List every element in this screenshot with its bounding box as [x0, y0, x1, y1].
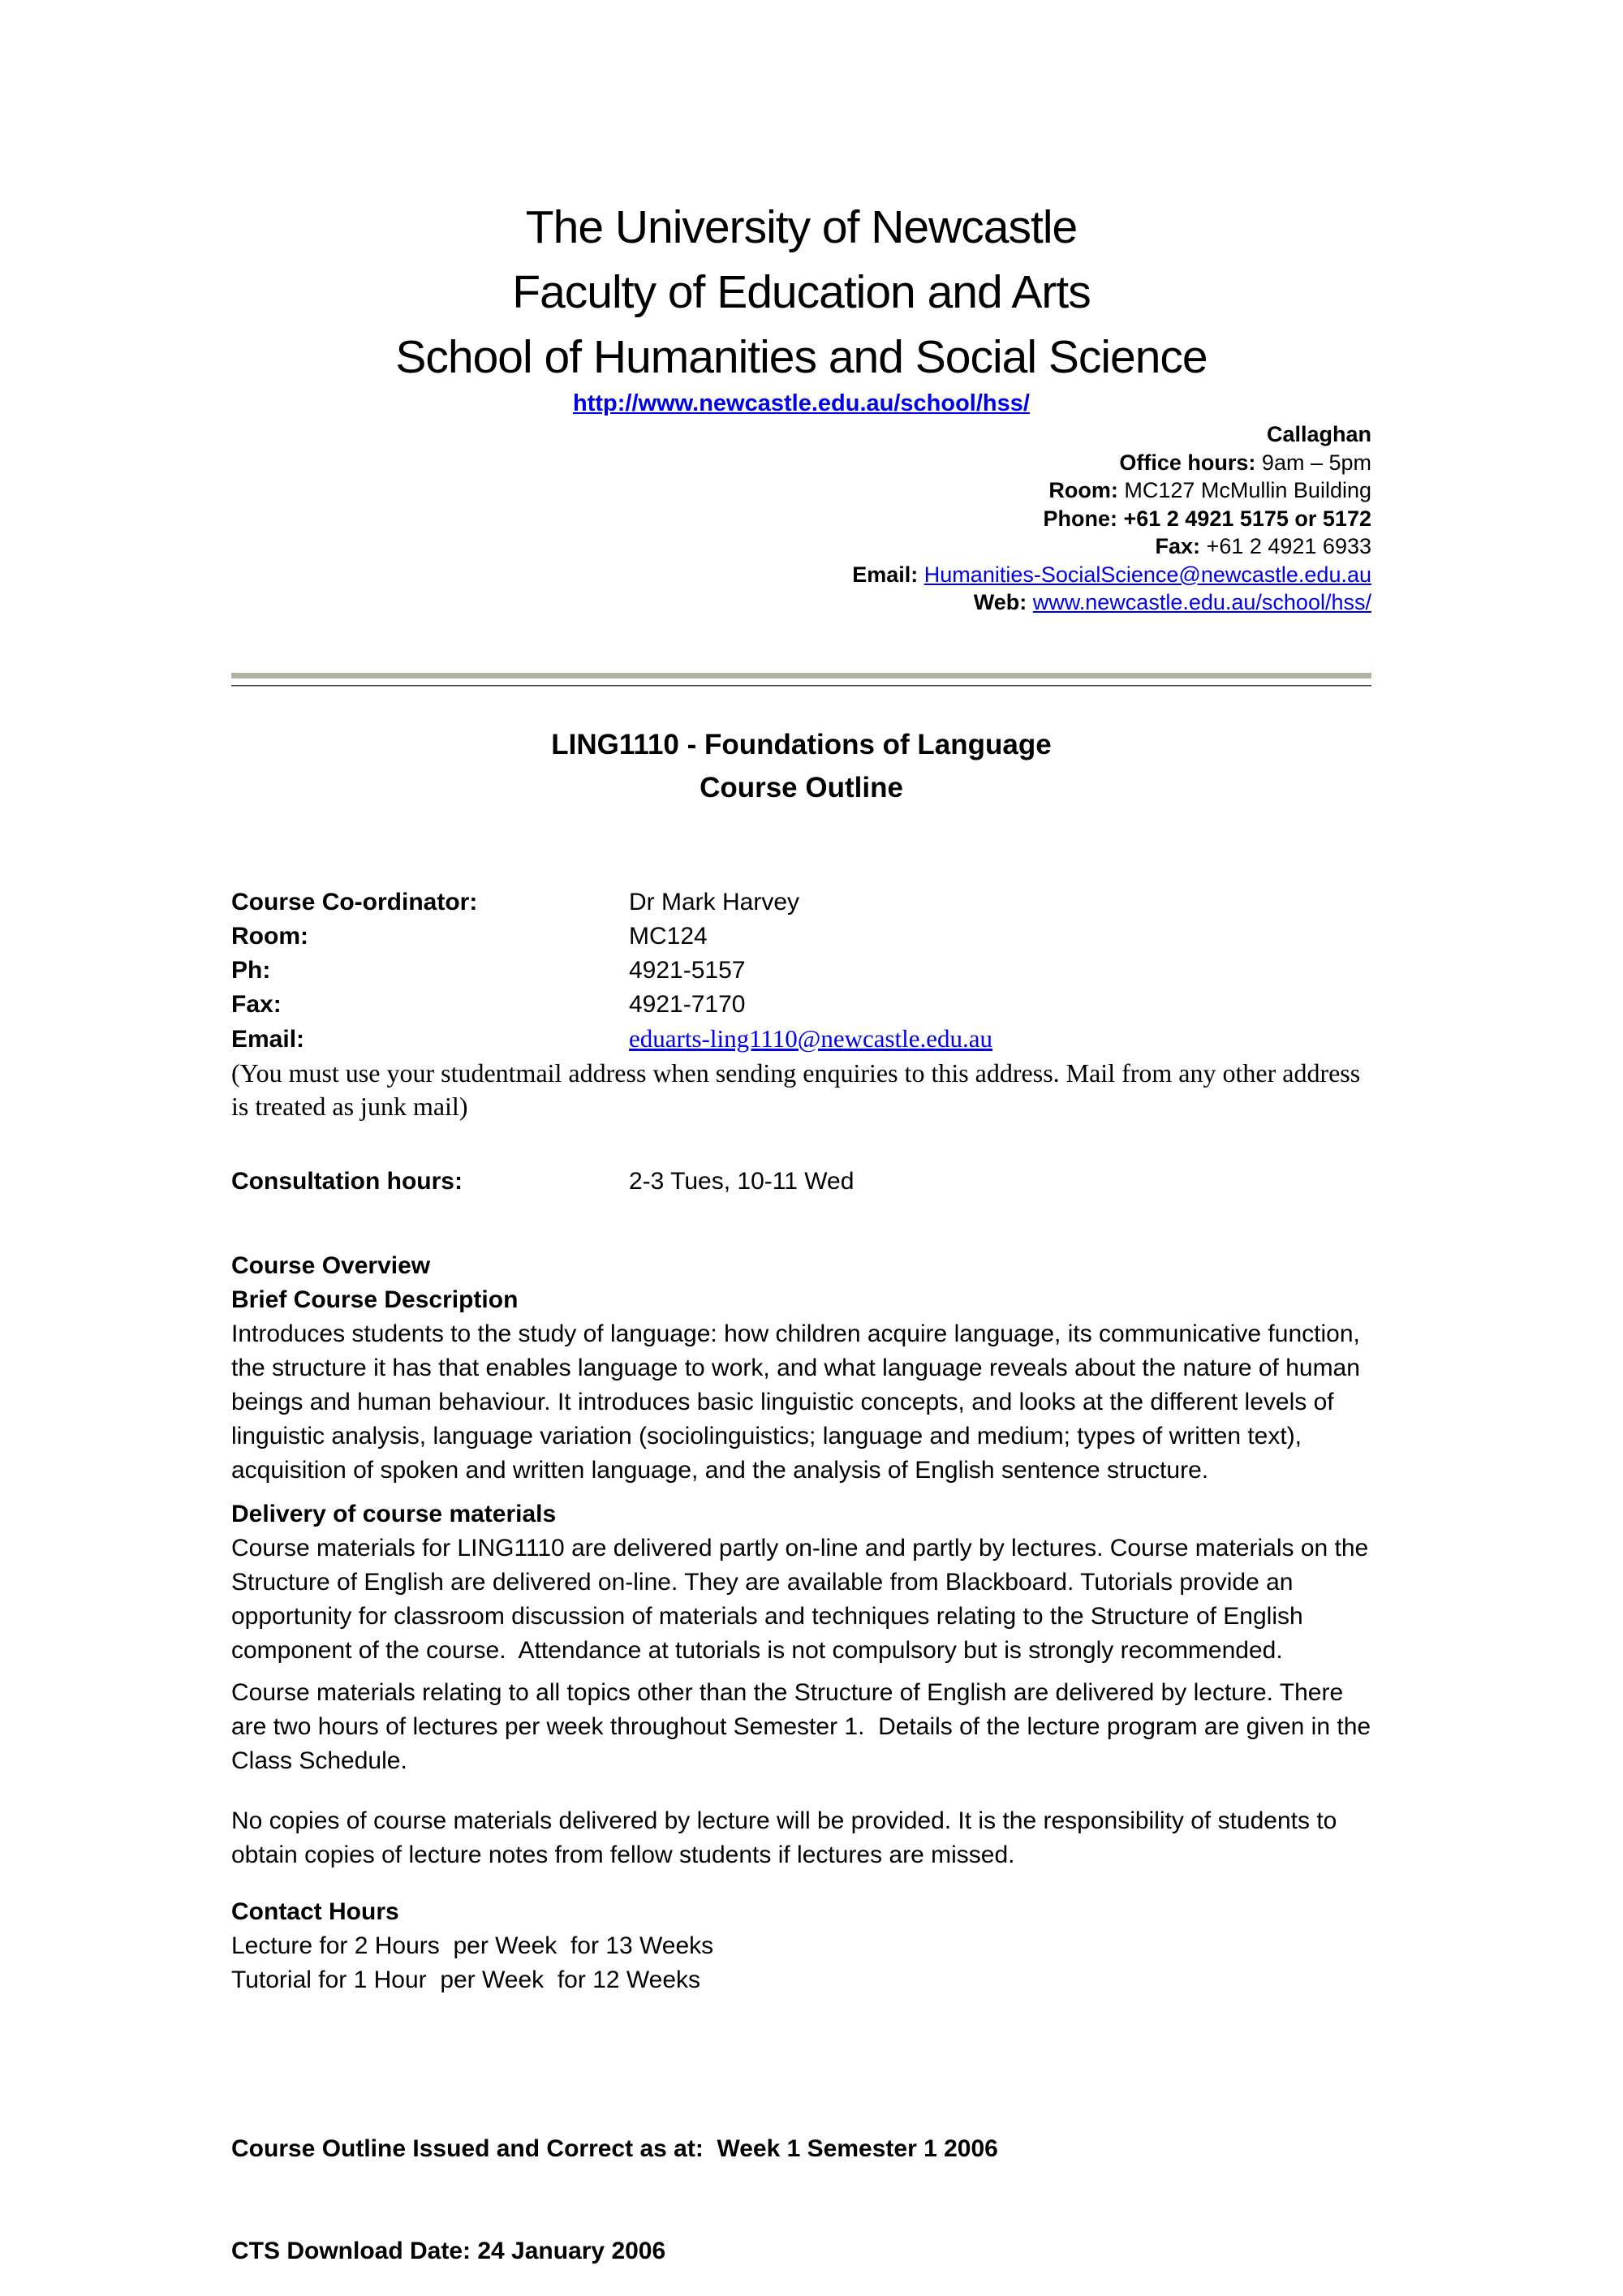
school-url-link[interactable]: http://www.newcastle.edu.au/school/hss/	[573, 390, 1030, 416]
phone-value: 4921-5157	[629, 956, 746, 984]
document-footer	[231, 2064, 1371, 2296]
contact-hours-section	[231, 1895, 1371, 1997]
university-name: The University of Newcastle	[525, 201, 1078, 253]
email-label: Email:	[231, 1025, 305, 1053]
divider-bar	[231, 673, 1371, 678]
studentmail-note: (You must use your studentmail address when sending enquiries to this address. Mail from any other address is treated as junk mail)	[231, 1058, 1367, 1121]
faculty-name: Faculty of Education and Arts	[512, 266, 1091, 318]
lecture-hours-line: Lecture for 2 Hours per Week for 13 Weeks	[231, 1932, 714, 1959]
document-content	[0, 195, 1623, 2296]
coordinator-email-link[interactable]: eduarts-ling1110@newcastle.edu.au	[629, 1023, 993, 1053]
room-label: Room:	[231, 922, 308, 950]
coordinator-email-row	[231, 1022, 1371, 1057]
brief-description-paragraph: Introduces students to the study of language: how children acquire language, its communicative function, the structure it has that enables language to work, and what language reveals about the nature of human beings and human behaviour. It introduces basic linguistic concepts, and looks at the different levels of linguistic analysis, language variation (sociolinguistics; language and medium; types of written text), acquisition of spoken and written language, and the analysis of English sentence structure.	[231, 1320, 1367, 1484]
tutorial-hours-line: Tutorial for 1 Hour per Week for 12 Weeks	[231, 1966, 701, 1993]
coordinator-value: Dr Mark Harvey	[629, 888, 800, 915]
office-hours-value: 9am – 5pm	[1261, 450, 1371, 475]
school-web-link[interactable]: www.newcastle.edu.au/school/hss/	[1032, 590, 1371, 614]
room-label: Room:	[1048, 478, 1118, 502]
consultation-row	[231, 1165, 1371, 1199]
coordinator-label: Course Co-ordinator:	[231, 888, 478, 915]
coordinator-row	[231, 988, 1371, 1022]
web-line	[231, 588, 1371, 617]
fax-value: 4921-7170	[629, 990, 746, 1018]
email-label: Email:	[852, 562, 919, 587]
school-name: School of Humanities and Social Science	[395, 331, 1208, 383]
office-hours-line	[231, 449, 1371, 477]
delivery-paragraph: No copies of course materials delivered by lecture will be provided. It is the responsibility of students to obtain copies of lecture notes from fellow students if lectures are missed.	[231, 1807, 1344, 1868]
cts-download-line: CTS Download Date: 24 January 2006	[231, 2237, 666, 2264]
phone-value: +61 2 4921 5175 or 5172	[1123, 506, 1371, 531]
phone-label: Phone:	[1043, 506, 1117, 531]
school-contact-block	[231, 420, 1371, 617]
web-label: Web:	[973, 590, 1027, 614]
delivery-heading: Delivery of course materials	[231, 1500, 557, 1527]
brief-description-heading: Brief Course Description	[231, 1286, 519, 1313]
fax-label: Fax:	[231, 990, 282, 1018]
campus-name: Callaghan	[1266, 422, 1371, 446]
room-value: MC124	[629, 922, 708, 950]
delivery-paragraph: Course materials relating to all topics other than the Structure of English are delivered by lecture. There are two hours of lectures per week throughout Semester 1. Details of the lecture program are given in the Class Schedule.	[231, 1678, 1378, 1774]
fax-line	[231, 532, 1371, 561]
course-overview-section	[231, 1249, 1371, 1488]
delivery-section	[231, 1497, 1378, 1872]
delivery-paragraph: Course materials for LING1110 are delivered partly on-line and partly by lectures. Course materials on the Structure of English are delivered on-line. They are available from Blackboard. Tutorials provide an opportunity for classroom discussion of materials and techniques relating to the Structure of English component of the course. Attendance at tutorials is not compulsory but is strongly recommended.	[231, 1534, 1375, 1664]
consultation-label: Consultation hours:	[231, 1167, 463, 1195]
course-title-block	[231, 723, 1371, 809]
room-value: MC127 McMullin Building	[1124, 478, 1371, 502]
coordinator-row	[231, 920, 1371, 954]
fax-label: Fax:	[1155, 534, 1201, 558]
room-line	[231, 476, 1371, 505]
fax-value: +61 2 4921 6933	[1206, 534, 1371, 558]
course-subtitle: Course Outline	[700, 771, 903, 803]
consultation-value: 2-3 Tues, 10-11 Wed	[629, 1167, 855, 1195]
issued-line: Course Outline Issued and Correct as at: Week 1 Semester 1 2006	[231, 2134, 998, 2162]
school-url-line	[231, 390, 1371, 417]
email-line	[231, 561, 1371, 589]
coordinator-row	[231, 954, 1371, 988]
overview-heading: Course Overview	[231, 1251, 431, 1279]
course-title: LING1110 - Foundations of Language	[551, 728, 1052, 760]
phone-label: Ph:	[231, 956, 271, 984]
coordinator-block	[231, 885, 1371, 1123]
phone-line	[231, 505, 1371, 533]
university-header	[231, 195, 1371, 390]
coordinator-row	[231, 885, 1371, 920]
divider-line	[231, 685, 1371, 687]
office-hours-label: Office hours:	[1119, 450, 1256, 475]
school-email-link[interactable]: Humanities-SocialScience@newcastle.edu.au	[923, 562, 1371, 587]
contact-hours-heading: Contact Hours	[231, 1898, 399, 1925]
